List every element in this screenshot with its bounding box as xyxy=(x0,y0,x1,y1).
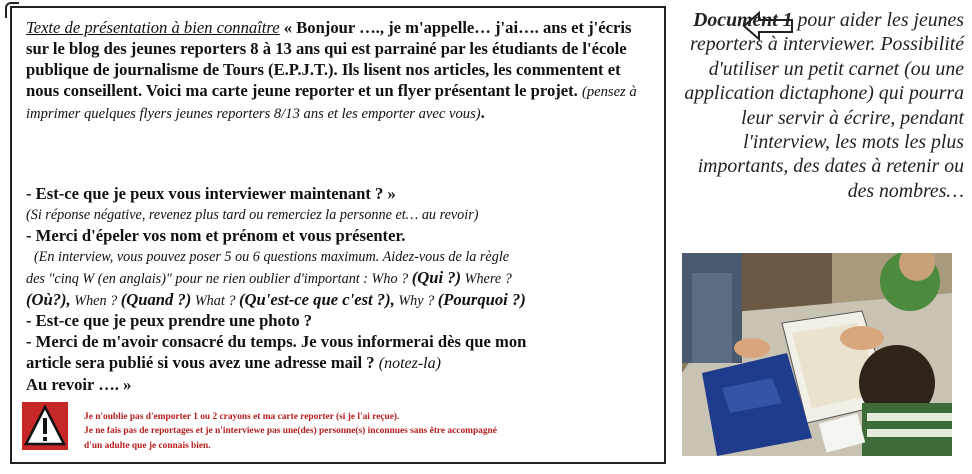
five-w-quoi: (Qu'est-ce que c'est ?), xyxy=(239,289,395,309)
question-4-line-2 xyxy=(26,353,656,375)
presentation-box xyxy=(10,6,666,464)
question-2-note-line-1: (En interview, vous pouvez poser 5 ou 6 questions maximum. Aidez-vous de la règle xyxy=(34,248,510,265)
document-caption xyxy=(676,8,964,203)
question-3: - Est-ce que je peux prendre une photo ? xyxy=(26,311,313,331)
five-w-ou: (Où?), xyxy=(26,289,71,309)
questions-list xyxy=(26,184,656,396)
warning-triangle-icon xyxy=(22,402,68,450)
five-w-quand: (Quand ?) xyxy=(120,289,192,309)
question-1-note: (Si réponse négative, revenez plus tard ou remerciez la personne et… au revoir) xyxy=(26,206,479,223)
warning-text xyxy=(84,410,497,453)
warning-line-2: Je ne fais pas de reportages et je n'interviewe pas une(des) personne(s) inconnues sans être accompagné xyxy=(84,426,497,437)
question-1: - Est-ce que je peux vous interviewer maintenant ? » xyxy=(26,184,396,203)
document-title: Document 1 xyxy=(693,9,793,31)
question-2-note-line-2 xyxy=(26,268,656,290)
five-w-what: What ? xyxy=(191,292,239,309)
five-w-where: Where ? xyxy=(461,270,512,287)
warning-box xyxy=(22,400,632,458)
question-2-note-line-3 xyxy=(26,290,656,312)
children-reporting-illustration xyxy=(682,253,952,456)
reporters-photo xyxy=(682,253,952,456)
question-2: - Merci d'épeler vos nom et prénom et vous présenter. xyxy=(26,225,406,245)
five-w-why: Why ? xyxy=(394,292,438,309)
five-w-qui: (Qui ?) xyxy=(411,267,462,287)
question-4-continued: article sera publié si vous avez une adresse mail ? xyxy=(26,353,379,373)
five-w-pourquoi: (Pourquoi ?) xyxy=(437,289,526,309)
goodbye: Au revoir …. » xyxy=(26,375,132,395)
intro-label: Texte de présentation à bien connaître xyxy=(26,18,280,37)
five-w-intro: des "cinq W (en anglais)" pour ne rien oublier d'important : Who ? xyxy=(26,270,412,287)
intro-paragraph xyxy=(26,18,656,125)
question-4: - Merci de m'avoir consacré du temps. Je vous informerai dès que mon xyxy=(26,332,527,352)
intro-note: (pensez à imprimer quelques flyers jeunes reporters 8/13 ans et les emporter avec vous) xyxy=(26,83,637,122)
question-4-note: (notez-la) xyxy=(378,355,441,373)
document-text: pour aider les jeunes reporters à interviewer. Possibilité d'utiliser un petit carnet (ou une application dictaphone) qui pourra leur servir à écrire, pendant l'interview, les mots les plus importants, des dates à retenir ou des nombres… xyxy=(684,9,964,202)
warning-line-1: Je n'oublie pas d'emporter 1 ou 2 crayons et ma carte reporter (si je l'ai reçue). xyxy=(84,412,400,422)
warning-line-3: d'un adulte que je connais bien. xyxy=(84,440,211,451)
five-w-when: When ? xyxy=(70,292,121,309)
intro-end: . xyxy=(480,102,485,122)
intro-quote: « Bonjour …., je m'appelle… j'ai…. ans et j'écris sur le blog des jeunes reporters 8 à 13 ans qui est parrainé par les étudiants de l'école publique de journalisme de Tours (E.P.J.T.). Ils lisent nos articles, les commentent et nous conseillent. Voici ma carte jeune reporter et un flyer présentant le projet. xyxy=(26,18,632,100)
